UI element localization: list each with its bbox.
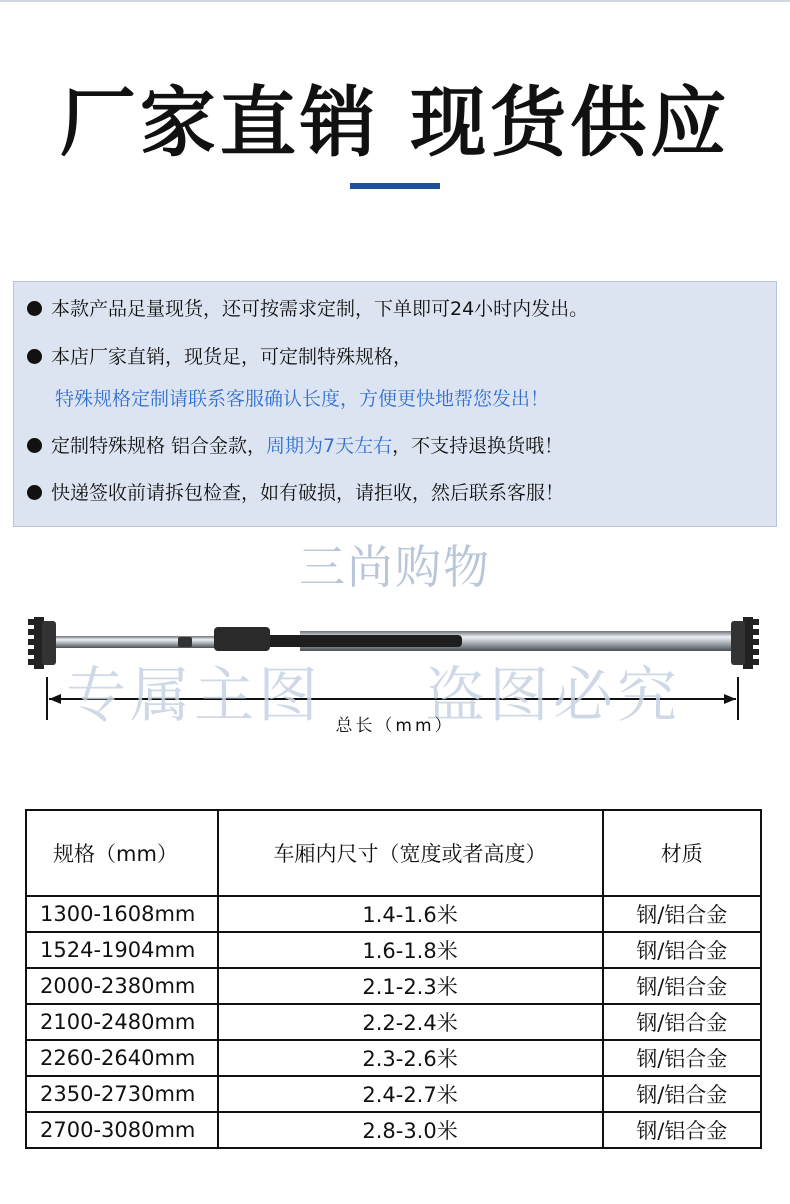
brand-watermark: 三尚购物 [299, 540, 491, 594]
notice-text-highlight: 特殊规格定制请联系客服确认长度，方便更快地帮您发出！ [55, 388, 550, 410]
exclusive-watermark: 专属主图 [66, 661, 322, 731]
notice-text-highlight: 周期为7天左右 [266, 435, 393, 457]
cell-spec: 2260-2640mm [26, 1040, 218, 1076]
cell-material: 钢/铝合金 [603, 1112, 761, 1148]
ratchet-handle [262, 635, 462, 647]
cell-spec: 1300-1608mm [26, 896, 218, 932]
table-row [26, 896, 761, 932]
bullet-icon [27, 485, 42, 500]
notice-box [13, 281, 777, 527]
table-row [26, 1112, 761, 1148]
cell-material: 钢/铝合金 [603, 1076, 761, 1112]
cell-material: 钢/铝合金 [603, 968, 761, 1004]
cell-size: 2.2-2.4米 [218, 1004, 603, 1040]
cell-size: 2.4-2.7米 [218, 1076, 603, 1112]
spec-table [25, 809, 762, 1149]
cell-material: 钢/铝合金 [603, 932, 761, 968]
cell-size: 1.4-1.6米 [218, 896, 603, 932]
notice-text: ，不支持退换货哦！ [392, 435, 564, 457]
header-spec: 规格（mm） [26, 810, 218, 896]
cell-spec: 2700-3080mm [26, 1112, 218, 1148]
cell-material: 钢/铝合金 [603, 1040, 761, 1076]
table-row [26, 1040, 761, 1076]
table-row [26, 1076, 761, 1112]
notice-item [27, 481, 564, 505]
table-row [26, 932, 761, 968]
bullet-icon [27, 438, 42, 453]
bullet-icon [27, 301, 42, 316]
notice-text: 快递签收前请拆包检查，如有破损，请拒收，然后联系客服！ [51, 482, 565, 504]
cell-material: 钢/铝合金 [603, 896, 761, 932]
inner-tube [52, 636, 222, 648]
right-foot [731, 617, 759, 669]
table-row [26, 968, 761, 1004]
left-foot [28, 617, 56, 669]
bullet-icon [27, 349, 42, 364]
notice-item [27, 345, 412, 369]
notice-text: 本店厂家直销，现货足，可定制特殊规格， [51, 346, 413, 368]
cell-size: 2.1-2.3米 [218, 968, 603, 1004]
headline-underline [350, 183, 440, 189]
table-header-row [26, 810, 761, 896]
cell-spec: 2350-2730mm [26, 1076, 218, 1112]
notice-text: 定制特殊规格 铝合金款， [51, 435, 267, 457]
top-divider [0, 0, 790, 2]
notice-item [27, 297, 588, 321]
cell-material: 钢/铝合金 [603, 1004, 761, 1040]
dimension-label: 总长（mm） [335, 716, 455, 736]
cell-size: 2.3-2.6米 [218, 1040, 603, 1076]
notice-text: 本款产品足量现货，还可按需求定制，下单即可24小时内发出。 [51, 298, 589, 320]
cell-spec: 2000-2380mm [26, 968, 218, 1004]
cell-size: 1.6-1.8米 [218, 932, 603, 968]
cell-size: 2.8-3.0米 [218, 1112, 603, 1148]
exclusive-watermark: 盗图必究 [425, 661, 681, 731]
header-size: 车厢内尺寸（宽度或者高度） [218, 810, 603, 896]
notice-item [27, 434, 563, 458]
cell-spec: 2100-2480mm [26, 1004, 218, 1040]
collar [178, 637, 192, 647]
page-headline: 厂家直销 现货供应 [59, 78, 731, 167]
header-material: 材质 [603, 810, 761, 896]
table-row [26, 1004, 761, 1040]
cell-spec: 1524-1904mm [26, 932, 218, 968]
